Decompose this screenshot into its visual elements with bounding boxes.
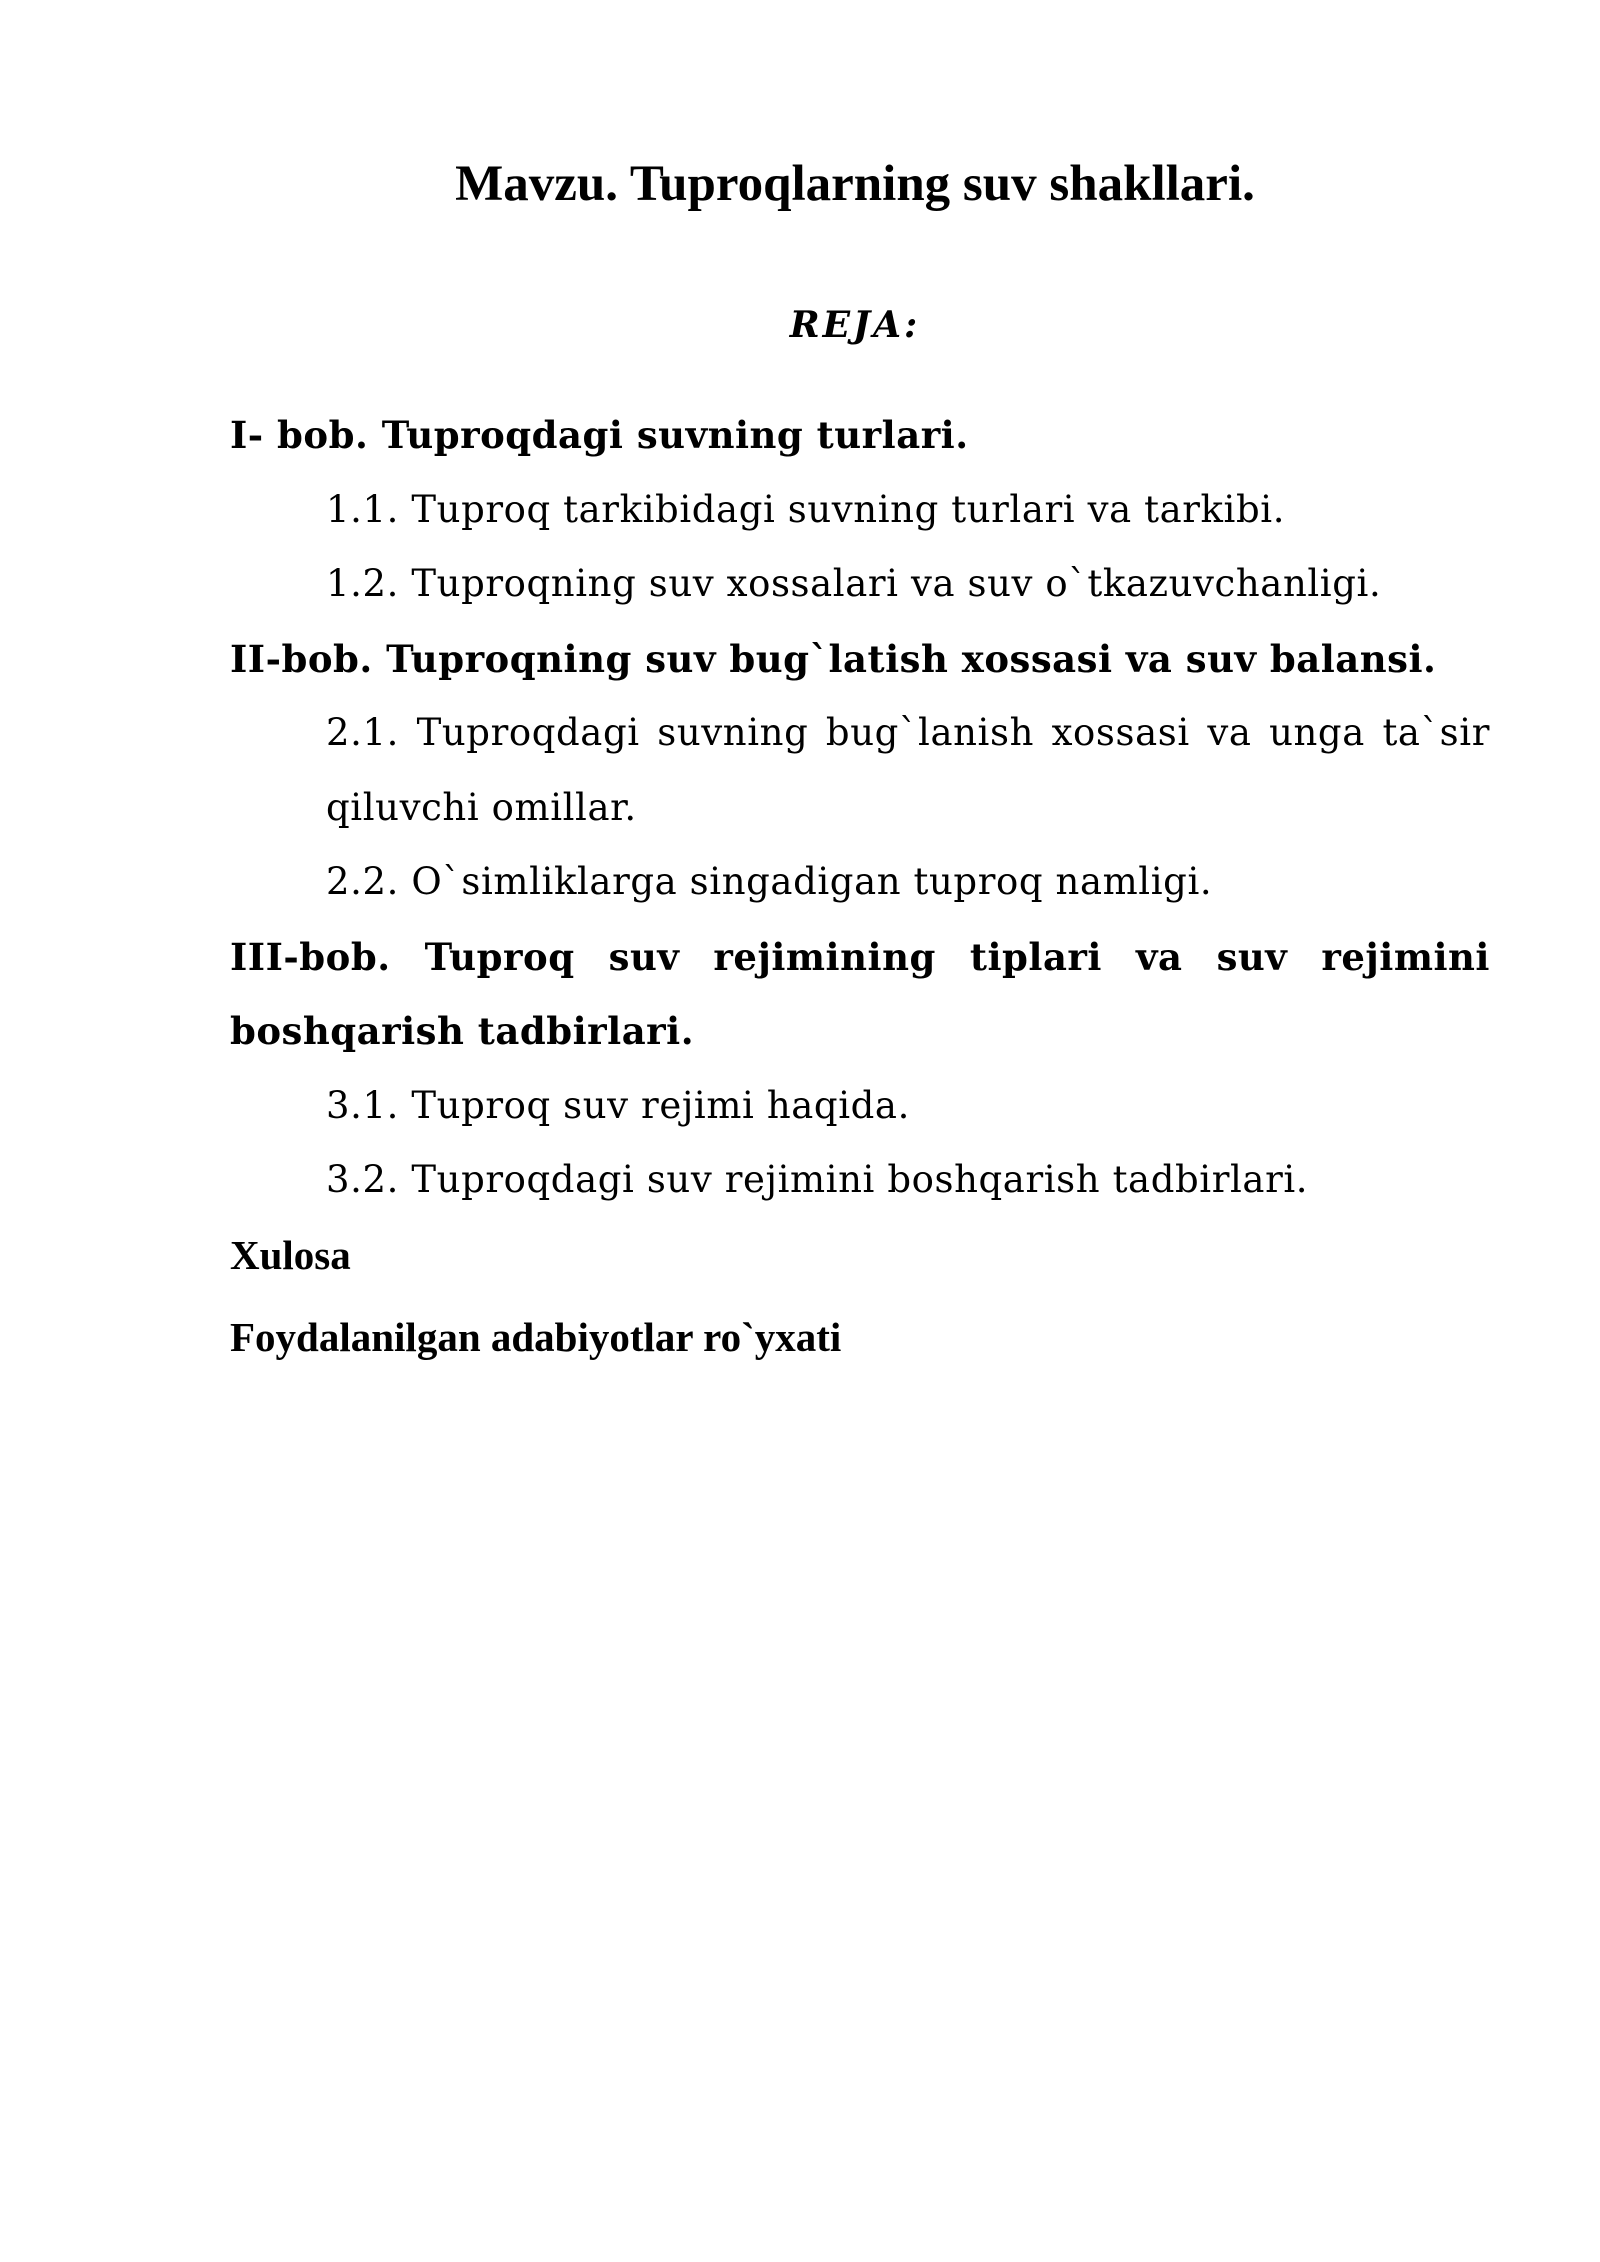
section-1-2: 1.2. Tuproqning suv xossalari va suv o`tkazuvchanligi. xyxy=(326,562,1382,605)
section-2-2: 2.2. O`simliklarga singadigan tuproq namligi. xyxy=(326,860,1213,903)
references-heading: Foydalanilgan adabiyotlar ro`yxati xyxy=(230,1314,842,1360)
chapter-1-heading: I- bob. Tuproqdagi suvning turlari. xyxy=(230,413,969,457)
section-2-1-line1 xyxy=(230,696,1490,771)
chapter-3-heading-line2: boshqarish tadbirlari. xyxy=(230,1009,695,1053)
section-2-1-line2: qiluvchi omillar. xyxy=(326,785,637,829)
section-3-1: 3.1. Tuproq suv rejimi haqida. xyxy=(326,1083,910,1127)
plan-heading: REJA: xyxy=(789,304,921,346)
conclusion-heading: Xulosa xyxy=(230,1231,351,1278)
chapter-2-heading: II-bob. Tuproqning suv bug`latish xossasi va suv balansi. xyxy=(230,636,1437,681)
document-title: Mavzu. Tuproqlarning suv shakllari. xyxy=(455,156,1255,212)
table-of-contents xyxy=(230,398,1490,1375)
chapter-3-heading-text-line1: III-bob. Tuproq suv rejimining tiplari va suv rejimini xyxy=(230,934,1490,979)
section-2-1-text-line1: 2.1. Tuproqdagi suvning bug`lanish xossasi va unga ta`sir xyxy=(326,711,1490,754)
section-1-1: 1.1. Tuproq tarkibidagi suvning turlari va tarkibi. xyxy=(326,487,1286,531)
chapter-3-heading-line1 xyxy=(230,920,1490,995)
section-3-2: 3.2. Tuproqdagi suv rejimini boshqarish tadbirlari. xyxy=(326,1158,1309,1201)
